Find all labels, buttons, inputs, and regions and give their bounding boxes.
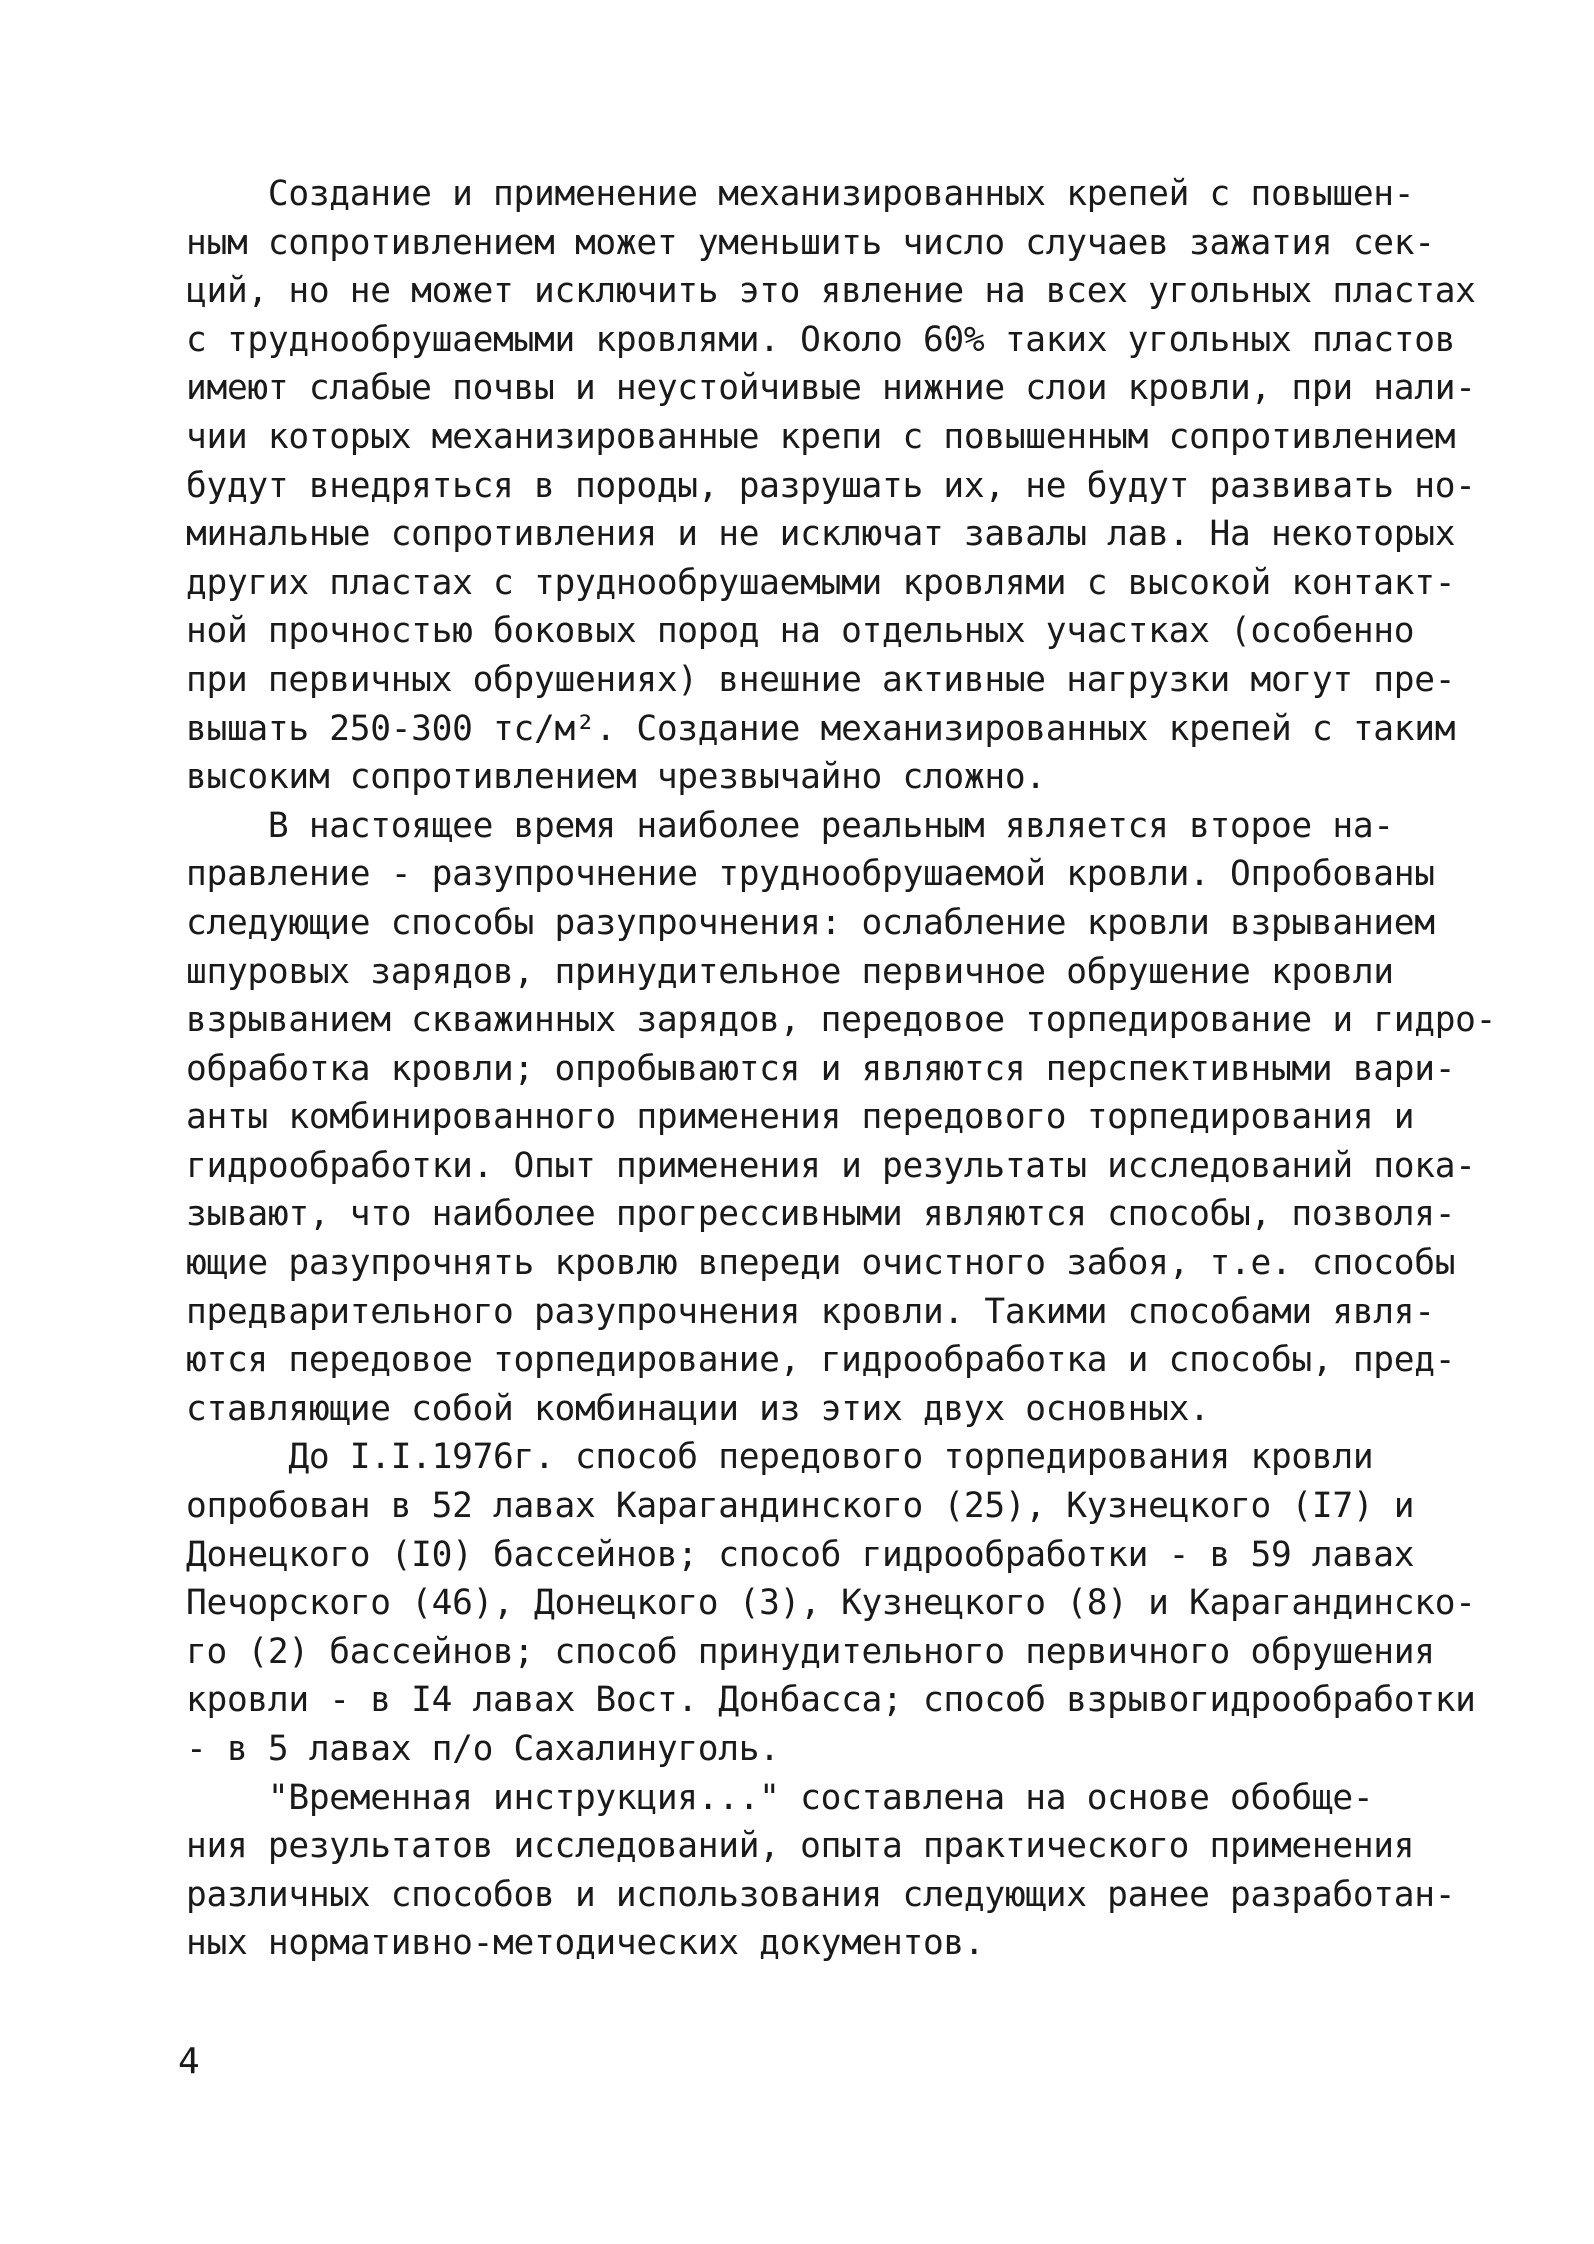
text-line: ных нормативно-методических документов. xyxy=(186,1923,985,1964)
text-line: ющие разупрочнять кровлю впереди очистного забоя, т.е. способы xyxy=(186,1243,1456,1284)
text-line: опробован в 52 лавах Карагандинского (25), Кузнецкого (I7) и xyxy=(186,1486,1415,1527)
text-line: ставляющие собой комбинации из этих двух основных. xyxy=(186,1388,1210,1429)
text-line: высоким сопротивлением чрезвычайно сложно. xyxy=(186,757,1046,798)
text-line: гидрообработки. Опыт применения и результаты исследований пока- xyxy=(186,1145,1476,1186)
text-line: кровли - в I4 лавах Вост. Донбасса; способ взрывогидрообработки xyxy=(186,1680,1476,1721)
text-line: правление - разупрочнение труднообрушаемой кровли. Опробованы xyxy=(186,854,1435,895)
text-line: Печорского (46), Донецкого (3), Кузнецкого (8) и Карагандинско- xyxy=(186,1583,1476,1624)
body-text xyxy=(186,170,1497,1968)
text-line: ций, но не может исключить это явление на всех угольных пластах xyxy=(186,271,1476,312)
text-line: ным сопротивлением может уменьшить число случаев зажатия сек- xyxy=(186,222,1435,263)
text-line: ния результатов исследований, опыта практического применения xyxy=(186,1826,1415,1867)
text-line: шпуровых зарядов, принудительное первичное обрушение кровли xyxy=(186,951,1394,992)
text-line: других пластах с труднообрушаемыми кровлями с высокой контакт- xyxy=(186,562,1456,603)
text-line: - в 5 лавах п/о Сахалинуголь. xyxy=(186,1729,780,1769)
text-line: с труднообрушаемыми кровлями. Около 60% таких угольных пластов xyxy=(186,319,1456,360)
text-line: следующие способы разупрочнения: ослабление кровли взрыванием xyxy=(186,902,1435,943)
text-line: имеют слабые почвы и неустойчивые нижние слои кровли, при нали- xyxy=(186,368,1476,409)
text-line: "Временная инструкция..." составлена на основе обобще- xyxy=(186,1777,1374,1818)
text-line: ются передовое торпедирование, гидрообработка и способы, пред- xyxy=(186,1340,1456,1381)
text-line: В настоящее время наиболее реальным является второе на- xyxy=(186,805,1394,846)
text-line: зывают, что наиболее прогрессивными являются способы, позволя- xyxy=(186,1194,1456,1235)
text-line: при первичных обрушениях) внешние активные нагрузки могут пре- xyxy=(186,659,1456,700)
text-line: Донецкого (I0) бассейнов; способ гидрообработки - в 59 лавах xyxy=(186,1534,1415,1575)
text-line: вышать 250-300 тс/м². Создание механизированных крепей с таким xyxy=(186,708,1456,749)
text-line: До I.I.1976г. способ передового торпедирования кровли xyxy=(186,1437,1374,1478)
text-line: предварительного разупрочнения кровли. Такими способами явля- xyxy=(186,1291,1435,1332)
text-line: различных способов и использования следующих ранее разработан- xyxy=(186,1874,1456,1915)
text-line: Создание и применение механизированных крепей с повышен- xyxy=(186,174,1415,214)
text-line: взрыванием скважинных зарядов, передовое торпедирование и гидро- xyxy=(186,1000,1497,1041)
text-line: будут внедряться в породы, разрушать их, не будут развивать но- xyxy=(186,465,1476,506)
text-line: минальные сопротивления и не исключат завалы лав. На некоторых xyxy=(186,514,1456,555)
text-line: анты комбинированного применения передового торпедирования и xyxy=(186,1097,1415,1138)
text-line: ной прочностью боковых пород на отдельных участках (особенно xyxy=(186,611,1415,652)
page-number: 4 xyxy=(178,2041,200,2082)
text-line: обработка кровли; опробываются и являются перспективными вари- xyxy=(186,1048,1456,1089)
text-line: чии которых механизированные крепи с повышенным сопротивлением xyxy=(186,416,1456,457)
text-line: го (2) бассейнов; способ принудительного первичного обрушения xyxy=(186,1631,1435,1672)
